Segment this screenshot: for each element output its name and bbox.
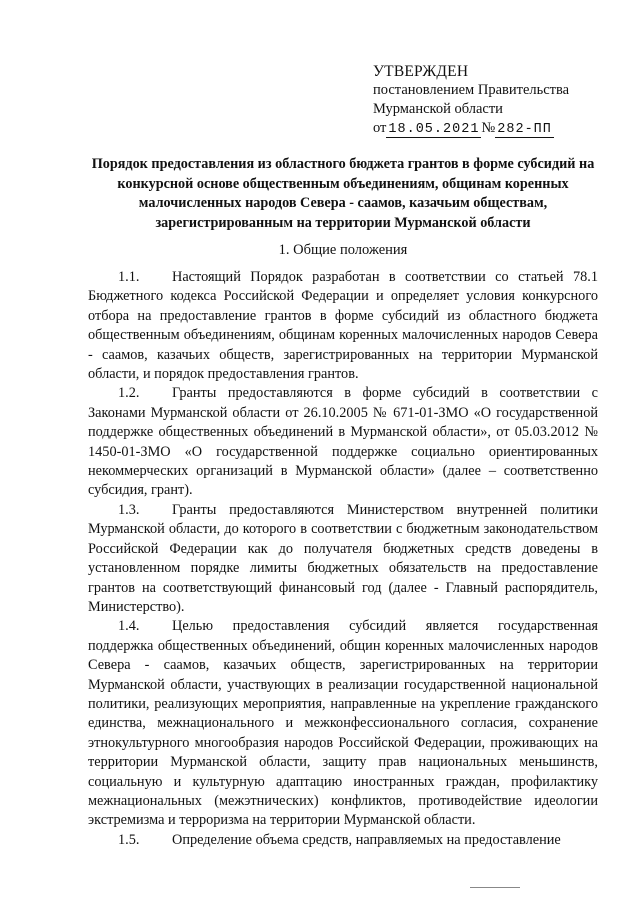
approval-date: 18.05.2021: [388, 122, 480, 137]
approval-date-line: [373, 119, 623, 139]
approval-line-2: Мурманской области: [373, 101, 503, 117]
approval-heading: УТВЕРЖДЕН: [373, 63, 469, 80]
document-body: [88, 268, 598, 850]
paragraph-1-3: [88, 501, 598, 617]
paragraph-number: 1.2.: [118, 385, 140, 402]
paragraph-text: Гранты предоставляются в форме субсидий в соответствии с Законами Мурманской области от 26.10.2005 № 671-01-ЗМО «О государственной поддержке общественных объединений в Мурманской области», от 05.03.2012 № 1450-01-ЗМО «О государственной поддержке социально ориентированных некоммерческих организаций в Мурманской области» (далее – соответственно субсидия, грант).: [88, 385, 598, 499]
paragraph-number: 1.1.: [118, 269, 140, 285]
scan-mark: [470, 887, 520, 888]
paragraph-1-4: [88, 617, 598, 830]
paragraph-text: Настоящий Порядок разработан в соответствии со статьей 78.1 Бюджетного кодекса Российской Федерации и определяет условия конкурсного отбора на предоставление грантов в форме субсидий из областного бюджета общественным объединениям, общинам коренных малочисленных народов Севера - саамов, казачьих обществ, зарегистрированных на территории Мурманской области, и порядок предоставления грантов.: [88, 269, 598, 383]
approval-number: 282-ПП: [497, 122, 552, 137]
document-title: Порядок предоставления из областного бюджета грантов в форме субсидий на конкурсной основе общественным объединениям, общинам коренных малочисленных народов Севера - саамов, казачьим обществам, зарегистрированным на территории Мурманской области: [91, 156, 595, 231]
paragraph-text: Целью предоставления субсидий является государственная поддержка общественных объединений, общин коренных малочисленных народов Севера - саамов, казачьих обществ, зарегистрированных на территории Мурманской области, участвующих в реализации государственной национальной политики, реализующих мероприятия, направленные на укрепление гражданского единства, межнационального и межконфессионального согласия, сохранение этнокультурного многообразия народов Российской Федерации, проживающих на территории Мурманской области, защиту прав национальных меньшинств, социальную и культурную адаптацию иностранных граждан, профилактику межнациональных (межэтнических) конфликтов, противодействие идеологии экстремизма и терроризма на территории Мурманской области.: [88, 618, 598, 829]
date-prefix: от: [373, 120, 387, 136]
paragraph-number: 1.3.: [118, 501, 140, 518]
paragraph-number: 1.5.: [118, 831, 140, 848]
paragraph-text: Определение объема средств, направляемых на предоставление: [172, 831, 561, 848]
paragraph-1-1: [88, 268, 598, 384]
section-heading: 1. Общие положения: [278, 242, 408, 258]
paragraph-1-2: [88, 384, 598, 500]
paragraph-text: Гранты предоставляются Министерством внутренней политики Мурманской области, до которого в соответствии с бюджетным законодательством Российской Федерации как до получателя бюджетных средств доведены в установленном порядке лимиты бюджетных обязательств на предоставление грантов на соответствующий финансовый год (далее - Главный распорядитель, Министерство).: [88, 501, 598, 615]
approval-line-1: постановлением Правительства: [373, 82, 570, 98]
number-prefix: №: [481, 120, 496, 136]
paragraph-number: 1.4.: [118, 618, 140, 635]
approval-block: [373, 62, 623, 139]
paragraph-1-5: [88, 831, 598, 850]
